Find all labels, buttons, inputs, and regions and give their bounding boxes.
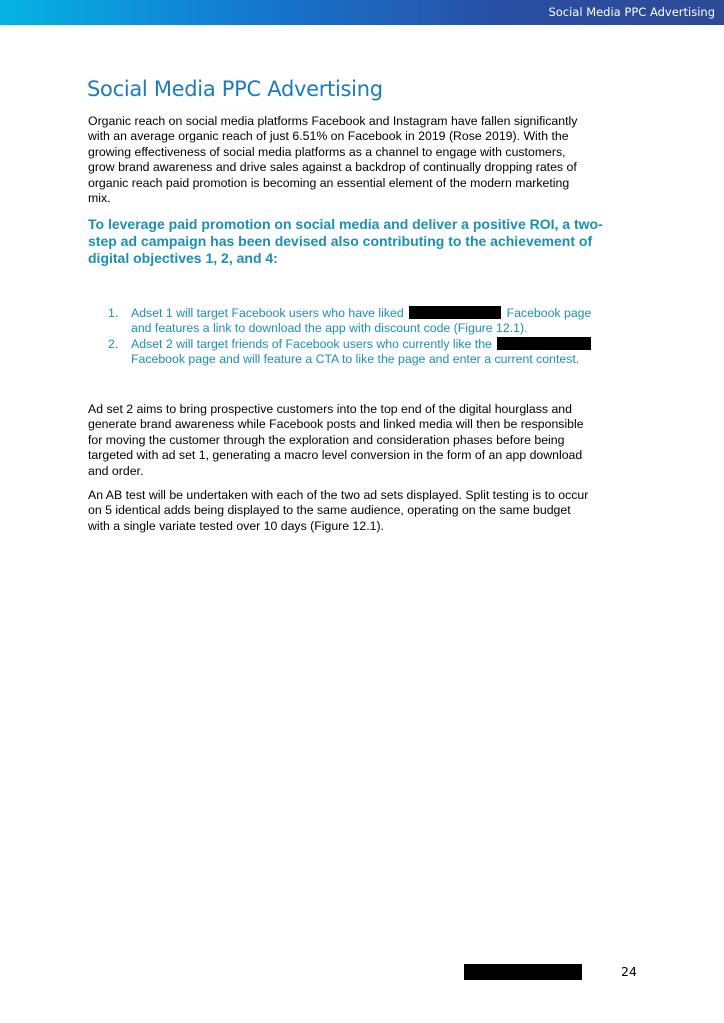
header-bar xyxy=(0,0,724,25)
list-item xyxy=(108,306,628,337)
intro-line: Organic reach on social media platforms Facebook and Instagram have fallen significantly xyxy=(88,114,578,128)
intro-paragraph xyxy=(88,114,638,206)
lead-line: To leverage paid promotion on social media and deliver a positive ROI, a two- xyxy=(88,216,603,232)
para-line: and order. xyxy=(88,463,144,478)
intro-line: growing effectiveness of social media platforms as a channel to engage with customers, xyxy=(88,144,566,159)
list-text: Facebook page xyxy=(506,306,592,320)
intro-line: with an average organic reach of just 6.51% on Facebook in 2019 (Rose 2019). With the xyxy=(88,129,569,144)
list-number: 1. xyxy=(108,306,119,320)
adset-list xyxy=(108,306,628,368)
para-line: An AB test will be undertaken with each of the two ad sets displayed. Split testing is to occur xyxy=(88,488,589,502)
para-line: targeted with ad set 1, generating a macro level conversion in the form of an app download xyxy=(88,448,583,463)
footer-redaction-box xyxy=(464,964,582,980)
intro-line: grow brand awareness and drive sales against a backdrop of continually dropping rates of xyxy=(88,160,577,175)
para-line: for moving the customer through the exploration and consideration phases before being xyxy=(88,432,565,447)
header-title: Social Media PPC Advertising xyxy=(548,5,715,19)
lead-paragraph xyxy=(88,216,644,267)
intro-line: mix. xyxy=(88,191,111,206)
lead-line: step ad campaign has been devised also contributing to the achievement of xyxy=(88,233,593,249)
intro-line: organic reach paid promotion is becoming an essential element of the modern marketing xyxy=(88,175,570,190)
adset2-paragraph xyxy=(88,402,638,479)
list-number: 2. xyxy=(108,336,119,351)
lead-line: digital objectives 1, 2, and 4: xyxy=(88,250,278,266)
page-number: 24 xyxy=(621,964,637,979)
para-line: with a single variate tested over 10 days (Figure 12.1). xyxy=(88,518,384,533)
redaction-box xyxy=(409,306,501,319)
para-line: generate brand awareness while Facebook posts and linked media will then be responsible xyxy=(88,417,584,432)
para-line: Ad set 2 aims to bring prospective customers into the top end of the digital hourglass and xyxy=(88,402,572,416)
para-line: on 5 identical adds being displayed to the same audience, operating on the same budget xyxy=(88,503,571,518)
ab-test-paragraph xyxy=(88,488,644,534)
list-text: and features a link to download the app with discount code (Figure 12.1). xyxy=(131,321,528,336)
list-text: Facebook page and will feature a CTA to like the page and enter a current contest. xyxy=(131,352,580,367)
redaction-box xyxy=(497,337,591,350)
list-text: Adset 2 will target friends of Facebook users who currently like the xyxy=(131,336,492,351)
list-item xyxy=(108,337,628,368)
page-title: Social Media PPC Advertising xyxy=(87,77,383,101)
list-text: Adset 1 will target Facebook users who have liked xyxy=(131,306,404,320)
